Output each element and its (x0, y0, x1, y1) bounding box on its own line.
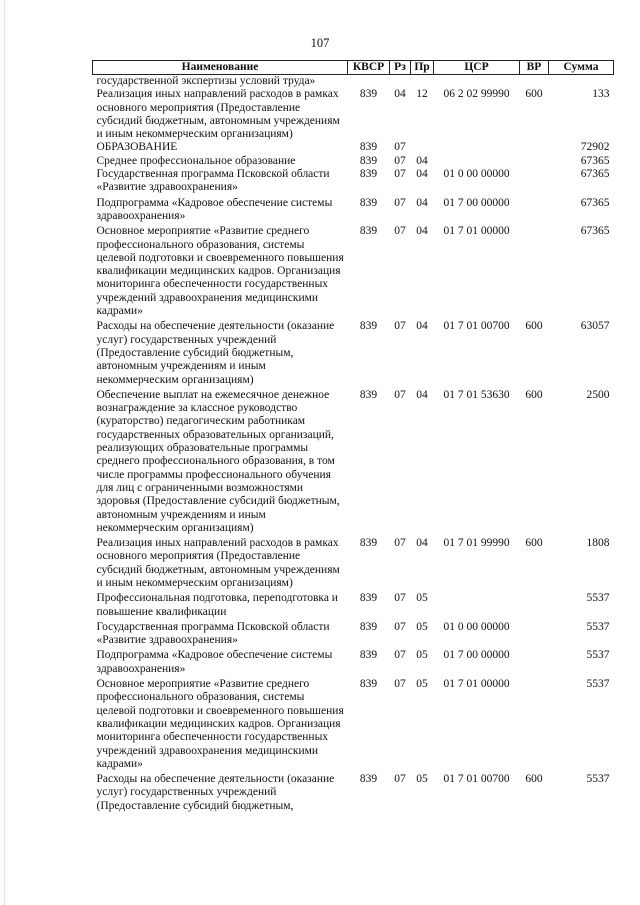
row-rz: 04 (394, 88, 406, 101)
row-pr: 04 (416, 320, 428, 333)
row-name: Подпрограмма «Кадровое обеспечение системы здравоохранения» (96, 196, 333, 222)
row-kvsr: 839 (359, 537, 378, 550)
row-pr: 04 (416, 537, 428, 550)
row-sum: 67365 (580, 225, 610, 238)
row-kvsr: 839 (359, 88, 378, 101)
row-sum: 67365 (580, 154, 610, 167)
page-number: 107 (310, 36, 330, 50)
row-name: Реализация иных направлений расходов в рамках основного мероприятия (Предоставление субсидий бюджетным, автономным учреждениям и иным некоммерческим организациям) (96, 88, 340, 141)
table-row (93, 647, 614, 676)
row-name: государственной экспертизы условий труда» (96, 75, 316, 87)
row-csr: 01 7 01 00700 (443, 320, 510, 333)
row-vr (520, 590, 549, 619)
row-csr: 01 7 01 00000 (443, 225, 510, 238)
row-kvsr: 839 (359, 649, 378, 662)
row-name: Основное мероприятие «Развитие среднего профессионального образования, системы целевой подготовки и своевременного повышения квалификации медицинских кадров. Организация мониторинга обеспеченности государственных учреждений здравоохранения медицинскими кадрами» (96, 678, 344, 770)
row-vr (520, 75, 549, 89)
row-kvsr: 839 (359, 592, 378, 605)
row-sum: 5537 (586, 678, 610, 691)
header-vr: ВР (520, 61, 549, 75)
row-pr: 05 (416, 773, 428, 786)
table-row (93, 195, 614, 224)
row-kvsr: 839 (359, 678, 378, 691)
row-kvsr: 839 (359, 225, 378, 238)
row-sum: 5537 (586, 649, 610, 662)
header-csr: ЦСР (434, 61, 520, 75)
table-row (93, 141, 614, 154)
row-rz (390, 75, 411, 89)
row-csr: 06 2 02 99990 (443, 88, 510, 101)
table-row (93, 75, 614, 89)
row-rz: 07 (394, 154, 406, 167)
budget-table (92, 60, 614, 813)
row-vr: 600 (525, 537, 543, 550)
table-row (93, 318, 614, 386)
row-vr (520, 223, 549, 318)
row-kvsr: 839 (359, 388, 378, 401)
row-rz: 07 (394, 388, 406, 401)
row-name: Среднее профессиональное образование (96, 154, 296, 167)
row-rz: 07 (394, 537, 406, 550)
row-rz: 07 (394, 678, 406, 691)
row-csr: 01 7 00 00000 (443, 196, 510, 209)
table-row (93, 771, 614, 813)
row-sum: 133 (592, 88, 610, 101)
row-sum: 72902 (580, 141, 610, 154)
row-rz: 07 (394, 620, 406, 633)
row-pr: 05 (416, 649, 428, 662)
row-pr: 04 (416, 168, 428, 181)
row-pr: 12 (416, 88, 428, 101)
row-name: Расходы на обеспечение деятельности (оказание услуг) государственных учреждений (Предоставление субсидий бюджетным, автономным учреждениям и иным некоммерческим организациям) (96, 320, 335, 386)
row-rz: 07 (394, 225, 406, 238)
row-kvsr: 839 (359, 196, 378, 209)
row-vr (520, 647, 549, 676)
table-header-row (93, 61, 614, 75)
row-sum: 5537 (586, 773, 610, 786)
table-row (93, 155, 614, 168)
row-kvsr: 839 (359, 168, 378, 181)
row-name: Расходы на обеспечение деятельности (оказание услуг) государственных учреждений (Предоставление субсидий бюджетным, (96, 773, 335, 812)
row-csr (434, 155, 520, 168)
row-rz: 07 (394, 592, 406, 605)
row-kvsr: 839 (359, 141, 378, 154)
row-pr: 04 (416, 154, 428, 167)
row-pr: 04 (416, 225, 428, 238)
row-name: Профессиональная подготовка, переподготовка и повышение квалификации (96, 592, 338, 618)
row-csr: 01 7 01 99990 (443, 537, 510, 550)
row-vr (520, 141, 549, 154)
row-name: ОБРАЗОВАНИЕ (96, 141, 178, 154)
row-sum: 2500 (586, 388, 610, 401)
row-sum: 67365 (580, 196, 610, 209)
row-kvsr: 839 (359, 320, 378, 333)
row-pr: 04 (416, 196, 428, 209)
row-csr: 01 7 00 00000 (443, 649, 510, 662)
row-vr (520, 195, 549, 224)
row-sum: 63057 (580, 320, 610, 333)
row-vr (520, 168, 549, 195)
row-vr: 600 (525, 388, 543, 401)
row-pr: 04 (416, 388, 428, 401)
row-sum: 5537 (586, 592, 610, 605)
row-rz: 07 (394, 320, 406, 333)
row-kvsr (348, 75, 390, 89)
row-name: Реализация иных направлений расходов в рамках основного мероприятия (Предоставление субсидий бюджетным, автономным учреждениям и иным некоммерческим организациям) (96, 537, 340, 589)
row-vr: 600 (525, 88, 543, 101)
row-pr (411, 141, 434, 154)
table-row (93, 590, 614, 619)
row-rz: 07 (394, 196, 406, 209)
header-pr: Пр (411, 61, 434, 75)
row-kvsr: 839 (359, 773, 378, 786)
row-sum: 1808 (586, 537, 610, 550)
row-csr (434, 75, 520, 89)
row-csr: 01 7 01 53630 (443, 388, 510, 401)
header-kvsr: КВСР (348, 61, 390, 75)
row-name: Обеспечение выплат на ежемесячное денежное вознаграждение за классное руководство (кураторство) педагогическим работникам государственных образовательных организаций, реализующих образовательные программы среднего профессионального образования, в том числе программы профессионального обучения для лиц с ограниченными возможностями здоровья (Предоставление субсидий бюджетным, автономным учреждениям и иным некоммерческим организациям) (96, 388, 340, 534)
row-pr (411, 75, 434, 89)
row-kvsr: 839 (359, 620, 378, 633)
row-kvsr: 839 (359, 154, 378, 167)
row-rz: 07 (394, 649, 406, 662)
row-vr (520, 155, 549, 168)
row-vr: 600 (525, 773, 543, 786)
table-row (93, 619, 614, 648)
row-name: Государственная программа Псковской области «Развитие здравоохранения» (96, 168, 330, 194)
table-row (93, 387, 614, 535)
header-name: Наименование (93, 61, 348, 75)
row-vr (520, 676, 549, 771)
header-sum: Сумма (549, 61, 614, 75)
row-pr: 05 (416, 678, 428, 691)
table-row (93, 88, 614, 141)
row-sum: 67365 (580, 168, 610, 181)
row-vr (520, 619, 549, 648)
row-csr: 01 0 00 00000 (443, 168, 510, 181)
row-pr: 05 (416, 620, 428, 633)
row-csr (434, 590, 520, 619)
row-csr (434, 141, 520, 154)
row-csr: 01 7 01 00700 (443, 773, 510, 786)
table-row (93, 168, 614, 195)
row-sum (549, 75, 614, 89)
row-pr: 05 (416, 592, 428, 605)
table-row (93, 535, 614, 590)
row-name: Основное мероприятие «Развитие среднего профессионального образования, системы целевой подготовки и своевременного повышения квалификации медицинских кадров. Организация мониторинга обеспеченности государственных учреждений здравоохранения медицинскими кадрами» (96, 225, 344, 318)
row-csr: 01 0 00 00000 (443, 620, 510, 633)
row-rz: 07 (394, 141, 406, 154)
row-vr: 600 (525, 320, 543, 333)
row-name: Подпрограмма «Кадровое обеспечение системы здравоохранения» (96, 649, 333, 675)
table-row (93, 676, 614, 771)
scan-edge-artifact (4, 0, 6, 905)
row-name: Государственная программа Псковской области «Развитие здравоохранения» (96, 620, 330, 647)
row-rz: 07 (394, 773, 406, 786)
header-rz: Рз (390, 61, 411, 75)
row-csr: 01 7 01 00000 (443, 678, 510, 691)
row-rz: 07 (394, 168, 406, 181)
table-row (93, 223, 614, 318)
row-sum: 5537 (586, 620, 610, 633)
